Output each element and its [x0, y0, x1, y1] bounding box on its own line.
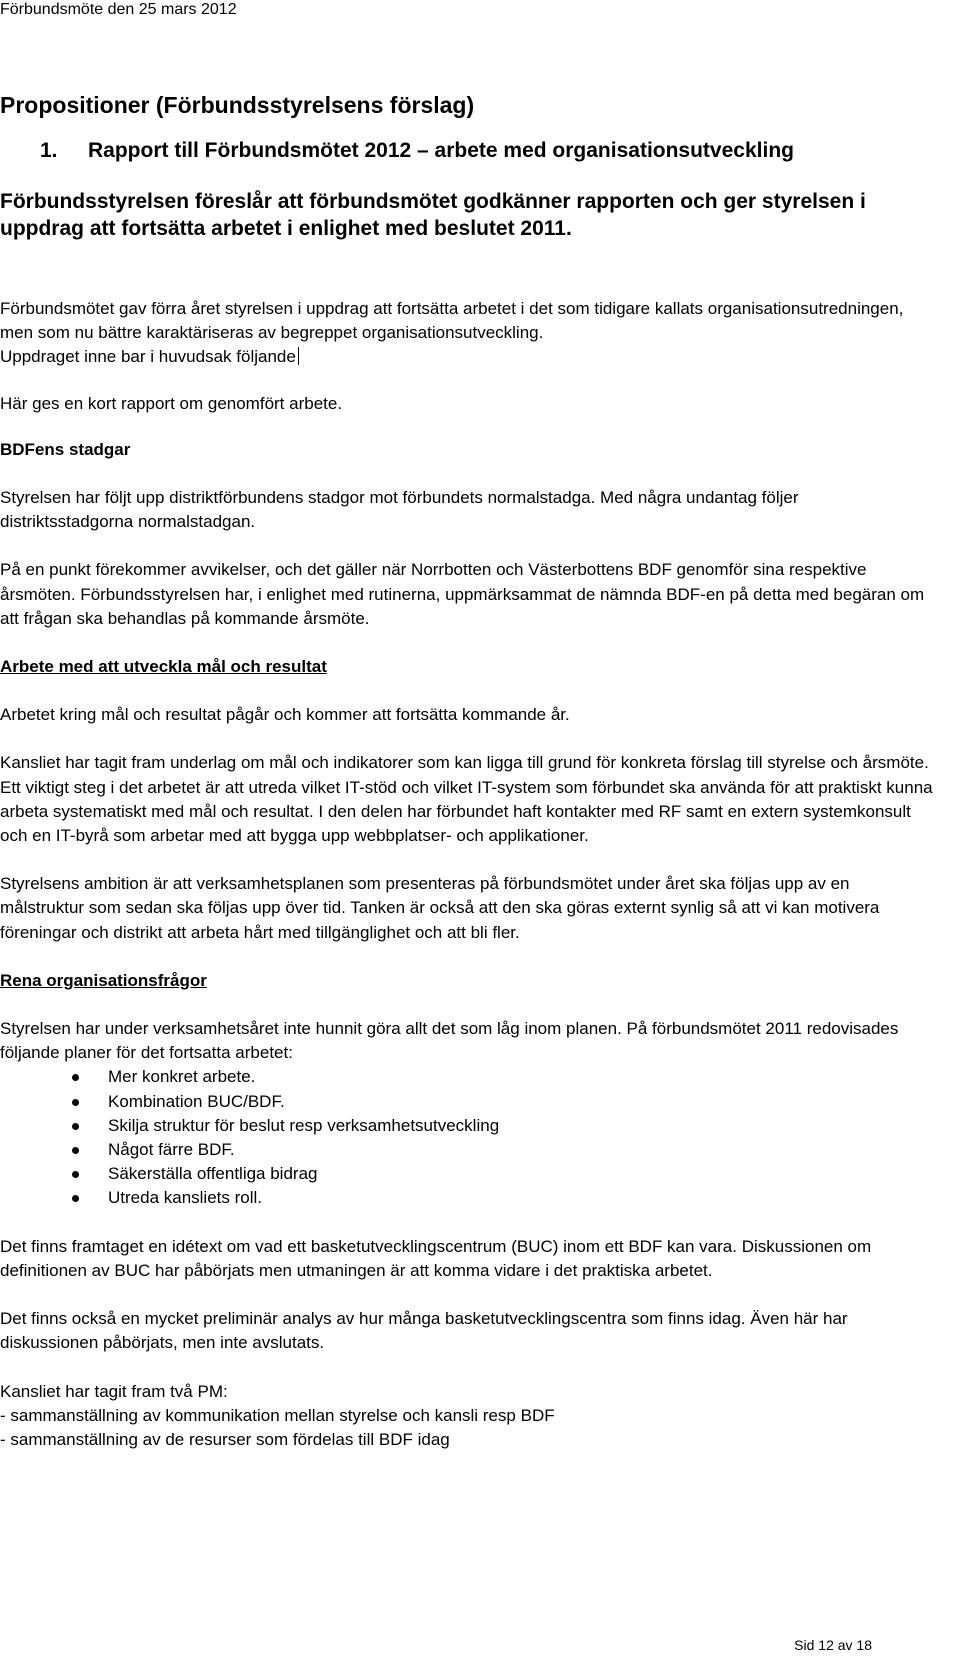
intro-report-line: Här ges en kort rapport om genomfört arbete. — [0, 393, 343, 413]
org-paragraph-1: Styrelsen har under verksamhetsåret inte hunnit göra allt det som låg inom planen. På förbundsmötet 2011 redovisades följande planer för det fortsatta arbetet: — [0, 1019, 899, 1063]
bullet-icon — [72, 1147, 79, 1154]
org-pm-item-1: - sammanställning av kommunikation mellan styrelse och kansli resp BDF — [0, 1405, 555, 1425]
stadgar-paragraph-1: Styrelsen har följt upp distriktförbundens stadgor mot förbundets normalstadga. Med några undantag följer distriktsstadgorna normalstadgan. — [0, 488, 799, 532]
bullet-icon — [72, 1074, 79, 1081]
org-pm-intro: Kansliet har tagit fram två PM: — [0, 1381, 228, 1401]
intro-paragraph: Förbundsmötet gav förra året styrelsen i uppdrag att fortsätta arbetet i det som tidigare kallats organisationsutredningen, men som nu bättre karaktäriseras av begreppet organisationsutveckling. — [0, 299, 904, 343]
section-heading-mal: Arbete med att utveckla mål och resultat — [0, 657, 327, 677]
item-text: Rapport till Förbundsmötet 2012 – arbete med organisationsutveckling — [88, 139, 794, 162]
list-item: Utreda kansliets roll. — [0, 1186, 935, 1210]
section-heading-stadgar: BDFens stadgar — [0, 439, 131, 459]
org-paragraph-3: Det finns också en mycket preliminär analys av hur många basketutvecklingscentra som finns idag. Även här har diskussionen påbörjats, men inte avslutats. — [0, 1309, 848, 1353]
mal-paragraph-2: Kansliet har tagit fram underlag om mål och indikatorer som kan ligga till grund för konkreta förslag till styrelse och årsmöte. Ett viktigt steg i det arbetet är att utreda vilket IT-stöd och vilket IT-system som förbundet ska använda för att praktiskt kunna arbeta systematiskt med mål och resultat. I den delen har förbundet haft kontakter med RF samt en extern systemkonsult och en IT-byrå som arbetar med att bygga upp webbplatser- och applikationer. — [0, 753, 933, 846]
running-header: Förbundsmöte den 25 mars 2012 — [0, 1, 237, 18]
list-item: Mer konkret arbete. — [0, 1065, 935, 1089]
bullet-icon — [72, 1171, 79, 1178]
numbered-item-heading — [40, 137, 794, 165]
list-item: Något färre BDF. — [0, 1138, 935, 1162]
bullet-icon — [72, 1195, 79, 1202]
page-title: Propositioner (Förbundsstyrelsens förslag) — [0, 92, 475, 118]
section-heading-org: Rena organisationsfrågor — [0, 970, 207, 990]
stadgar-paragraph-2: På en punkt förekommer avvikelser, och det gäller när Norrbotten och Västerbottens BDF genomför sina respektive årsmöten. Förbundsstyrelsen har, i enlighet med rutinerna, uppmärksammat de nämnda BDF-en på detta med begäran om att frågan ska behandlas på kommande årsmöte. — [0, 560, 925, 628]
list-item: Skilja struktur för beslut resp verksamhetsutveckling — [0, 1114, 935, 1138]
list-item: Kombination BUC/BDF. — [0, 1090, 935, 1114]
item-number: 1. — [40, 139, 58, 162]
mal-paragraph-1: Arbetet kring mål och resultat pågår och kommer att fortsätta kommande år. — [0, 705, 570, 725]
proposal-statement: Förbundsstyrelsen föreslår att förbundsmötet godkänner rapporten och ger styrelsen i uppdrag att fortsätta arbetet i enlighet med beslutet 2011. — [0, 190, 866, 240]
bullet-icon — [72, 1099, 79, 1106]
bullet-icon — [72, 1123, 79, 1130]
text-cursor — [298, 347, 299, 365]
list-item: Säkerställa offentliga bidrag — [0, 1162, 935, 1186]
plan-bullet-list — [0, 1065, 935, 1210]
page-number: Sid 12 av 18 — [794, 1637, 872, 1653]
intro-assignment-line — [0, 345, 935, 369]
mal-paragraph-3: Styrelsens ambition är att verksamhetsplanen som presenteras på förbundsmötet under året ska följas upp av en målstruktur som sedan ska följas upp över tid. Tanken är också att den ska göras externt synlig så att vi kan motivera föreningar och distrikt att arbeta hårt med tillgänglighet och att bli fler. — [0, 874, 880, 942]
org-paragraph-2: Det finns framtaget en idétext om vad ett basketutvecklingscentrum (BUC) inom ett BDF kan vara. Diskussionen om definitionen av BUC har påbörjats men utmaningen är att komma vidare i det praktiska arbetet. — [0, 1236, 872, 1280]
intro-assignment-text: Uppdraget inne bar i huvudsak följande — [0, 347, 296, 367]
org-pm-item-2: - sammanställning av de resurser som fördelas till BDF idag — [0, 1429, 450, 1449]
document-body — [0, 297, 935, 1452]
